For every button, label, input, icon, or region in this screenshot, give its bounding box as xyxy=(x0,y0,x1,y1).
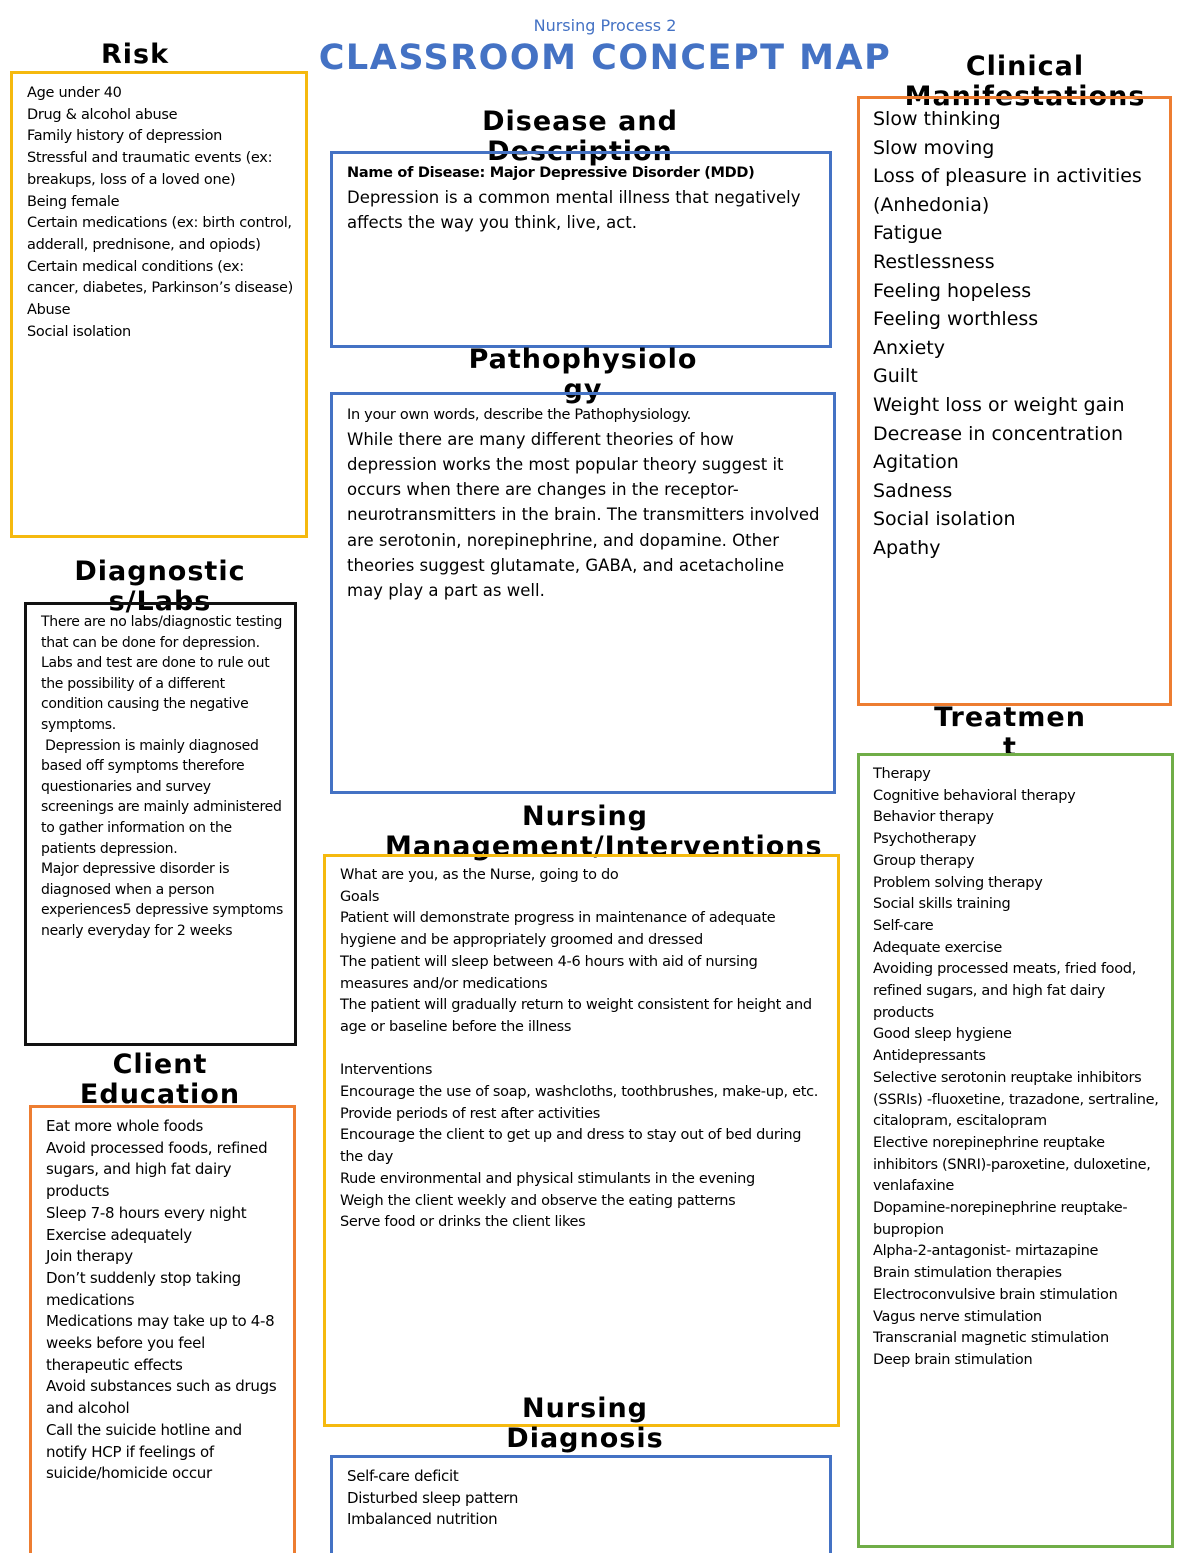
list-item: Self-care deficit xyxy=(347,1467,459,1485)
patho-box xyxy=(330,392,836,794)
list-item: Don’t suddenly stop taking medications xyxy=(46,1268,241,1309)
document-title: CLASSROOM CONCEPT MAP xyxy=(318,38,892,78)
list-item: Drug & alcohol abuse xyxy=(27,106,178,123)
list-item: Major depressive disorder is diagnosed when a person experiences5 depressive symptoms nearly everyday for 2 weeks xyxy=(41,861,284,939)
clinical-box xyxy=(857,96,1172,706)
interventions-list xyxy=(340,1082,825,1234)
list-item: Anxiety xyxy=(873,336,945,359)
patho-text: While there are many different theories of how depression works the most popular theory suggest it occurs when there are changes in the receptor-neurotransmitters in the brain. The transmitters involved are serotonin, norepinephrine, and dopamine. Other theories suggest glutamate, GABA, and acetacholine may play a part as well. xyxy=(347,429,820,600)
list-item: Vagus nerve stimulation xyxy=(873,1308,1042,1325)
list-item: Antidepressants xyxy=(873,1048,986,1065)
list-item: Weigh the client weekly and observe the eating patterns xyxy=(340,1192,736,1209)
list-item: Deep brain stimulation xyxy=(873,1351,1033,1368)
nursing-mgmt-prompt: What are you, as the Nurse, going to do xyxy=(340,867,619,883)
list-item: Sadness xyxy=(873,479,953,502)
list-item: Patient will demonstrate progress in maintenance of adequate hygiene and be appropriately groomed and dressed xyxy=(340,910,776,949)
diagnostics-box xyxy=(24,602,297,1046)
list-item: Problem solving therapy xyxy=(873,874,1043,891)
list-item: Alpha-2-antagonist- mirtazapine xyxy=(873,1243,1099,1260)
treatment-list xyxy=(873,764,1161,1372)
risk-heading: Risk xyxy=(100,39,170,70)
list-item: Electroconvulsive brain stimulation xyxy=(873,1286,1118,1303)
list-item: Exercise adequately xyxy=(46,1225,192,1244)
list-item: Social isolation xyxy=(873,508,1016,531)
list-item: Rude environmental and physical stimulants in the evening xyxy=(340,1170,755,1187)
disease-name: Name of Disease: Major Depressive Disorder (MDD) xyxy=(347,165,755,181)
education-heading: Client Education xyxy=(79,1049,241,1110)
list-item: Guilt xyxy=(873,365,918,388)
list-item: Certain medical conditions (ex: cancer, diabetes, Parkinson’s disease) xyxy=(27,258,294,297)
list-item: Medications may take up to 4-8 weeks before you feel therapeutic effects xyxy=(46,1312,275,1374)
disease-description: Depression is a common mental illness that negatively affects the way you think, live, act. xyxy=(347,187,801,232)
list-item: Eat more whole foods xyxy=(46,1117,204,1135)
education-box xyxy=(29,1105,296,1553)
list-item: Therapy xyxy=(873,766,931,782)
goals-label: Goals xyxy=(340,888,380,905)
list-item: Social skills training xyxy=(873,896,1011,913)
treatment-box xyxy=(857,753,1174,1548)
list-item: Elective norepinephrine reuptake inhibitors (SNRI)-paroxetine, duloxetine, venlafaxine xyxy=(873,1134,1151,1195)
list-item: Being female xyxy=(27,193,120,210)
list-item: Brain stimulation therapies xyxy=(873,1265,1062,1282)
list-item: Apathy xyxy=(873,536,941,559)
risk-list xyxy=(27,83,295,343)
patho-prompt: In your own words, describe the Pathophysiology. xyxy=(347,407,691,423)
list-item: Join therapy xyxy=(46,1247,133,1266)
list-item: Provide periods of rest after activities xyxy=(340,1105,600,1122)
list-item: Loss of pleasure in activities (Anhedonia) xyxy=(873,165,1142,216)
list-item: Dopamine-norepinephrine reuptake-bupropion xyxy=(873,1200,1128,1238)
list-item: Abuse xyxy=(27,302,71,319)
diagnosis-heading: Nursing Diagnosis xyxy=(506,1393,664,1454)
list-item: Adequate exercise xyxy=(873,939,1003,956)
list-item: Feeling worthless xyxy=(873,308,1039,331)
list-item: The patient will sleep between 4-6 hours with aid of nursing measures and/or medications xyxy=(340,953,758,992)
disease-box xyxy=(330,151,832,348)
list-item: Fatigue xyxy=(873,222,943,245)
list-item: Slow thinking xyxy=(873,108,1001,130)
list-item: There are no labs/diagnostic testing that can be done for depression. Labs and test are done to rule out the possibility of a different condition causing the negative symptoms. xyxy=(41,614,283,733)
disease-heading: Disease and Description xyxy=(482,106,678,167)
treatment-heading: Treatment xyxy=(934,702,1086,763)
patho-heading: Pathophysiology xyxy=(468,344,698,405)
list-item: Call the suicide hotline and notify HCP if feelings of suicide/homicide occur xyxy=(46,1420,242,1483)
list-item: Cognitive behavioral therapy xyxy=(873,787,1076,804)
clinical-heading: Clinical Manifestations xyxy=(904,51,1146,112)
diagnosis-list xyxy=(347,1466,817,1531)
document-subtitle: Nursing Process 2 xyxy=(533,16,677,35)
list-item: Stressful and traumatic events (ex: breakups, loss of a loved one) xyxy=(27,150,273,188)
list-item: Avoiding processed meats, fried food, refined sugars, and high fat dairy products xyxy=(873,961,1137,1021)
list-item: Social isolation xyxy=(27,323,131,340)
diagnosis-box xyxy=(330,1455,832,1553)
list-item: Slow moving xyxy=(873,136,995,159)
list-item: Encourage the use of soap, washcloths, toothbrushes, make-up, etc. xyxy=(340,1084,819,1101)
list-item: Age under 40 xyxy=(27,85,122,101)
list-item: Encourage the client to get up and dress to stay out of bed during the day xyxy=(340,1127,802,1166)
goals-list xyxy=(340,908,825,1038)
list-item: Disturbed sleep pattern xyxy=(347,1488,519,1507)
interventions-label: Interventions xyxy=(340,1062,433,1079)
nursing-mgmt-box xyxy=(323,854,840,1427)
list-item: Restlessness xyxy=(873,250,995,273)
clinical-list xyxy=(873,105,1159,563)
list-item: Selective serotonin reuptake inhibitors (SSRIs) -fluoxetine, trazadone, sertraline, citalopram, escitalopram xyxy=(873,1069,1159,1130)
list-item: Good sleep hygiene xyxy=(873,1026,1012,1043)
list-item: Self-care xyxy=(873,917,934,934)
list-item: Behavior therapy xyxy=(873,809,994,826)
list-item: Psychotherapy xyxy=(873,831,977,848)
nursing-mgmt-heading: Nursing Management/Interventions xyxy=(385,801,823,862)
list-item: Transcranial magnetic stimulation xyxy=(873,1330,1109,1347)
list-item: Depression is mainly diagnosed based off symptoms therefore questionaries and survey screenings are mainly administered to gather information on the patients depression. xyxy=(41,737,286,857)
diagnostics-heading: Diagnostics/Labs xyxy=(74,556,246,617)
diagnostics-list xyxy=(41,612,284,942)
list-item: Serve food or drinks the client likes xyxy=(340,1214,586,1231)
list-item: Decrease in concentration xyxy=(873,422,1124,445)
list-item: Sleep 7-8 hours every night xyxy=(46,1203,247,1222)
list-item: Family history of depression xyxy=(27,128,223,145)
list-item: The patient will gradually return to weight consistent for height and age or baseline before the illness xyxy=(340,997,812,1035)
list-item: Avoid substances such as drugs and alcohol xyxy=(46,1377,277,1418)
list-item: Feeling hopeless xyxy=(873,279,1032,302)
list-item: Weight loss or weight gain xyxy=(873,393,1125,416)
risk-box xyxy=(10,71,308,538)
list-item: Agitation xyxy=(873,451,959,474)
list-item: Group therapy xyxy=(873,852,975,869)
list-item: Certain medications (ex: birth control, adderall, prednisone, and opiods) xyxy=(27,215,292,253)
list-item: Imbalanced nutrition xyxy=(347,1510,498,1529)
list-item: Avoid processed foods, refined sugars, and high fat dairy products xyxy=(46,1138,268,1201)
education-list xyxy=(46,1116,283,1485)
